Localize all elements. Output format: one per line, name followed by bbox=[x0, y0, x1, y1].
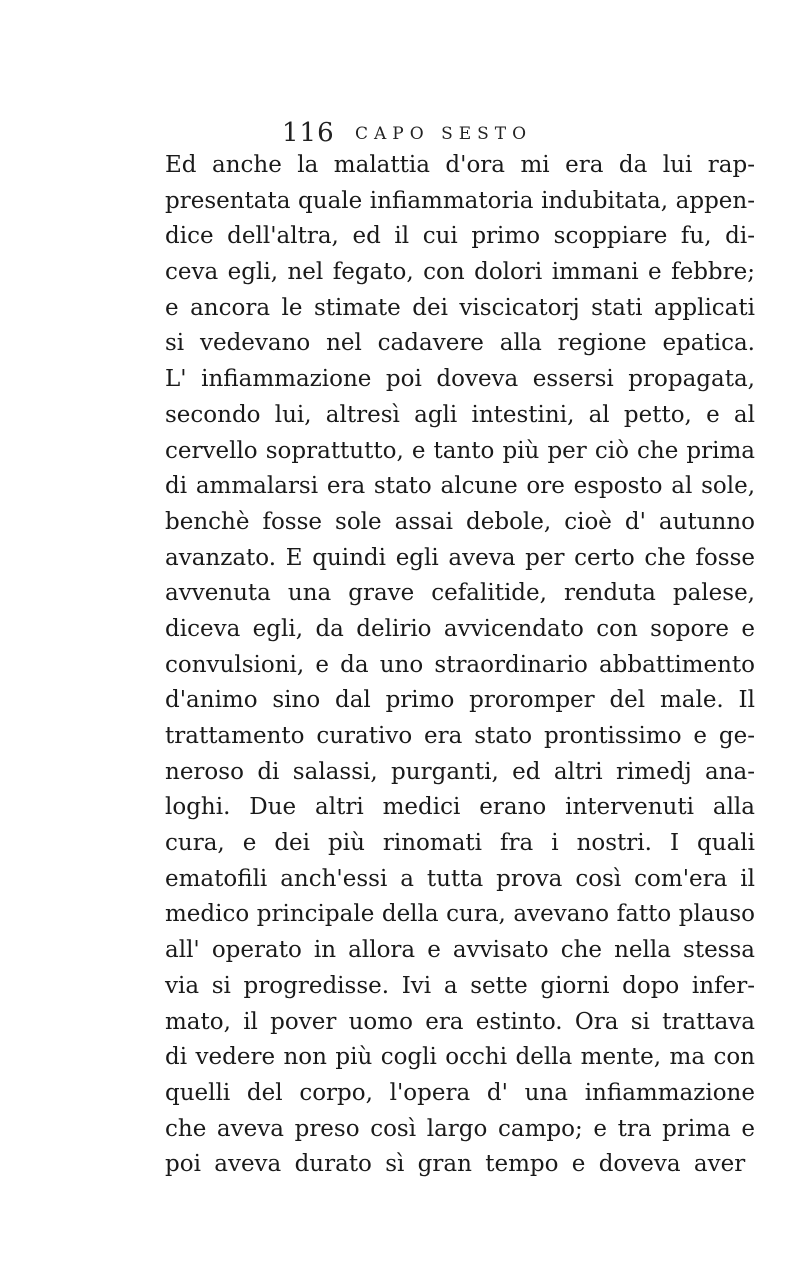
text-line: quelli del corpo, l'opera d' una infiammazione bbox=[165, 1079, 755, 1106]
text-line: presentata quale infiammatoria indubitata, appen- bbox=[165, 187, 755, 214]
text-line: via si progredisse. Ivi a sette giorni dopo infer- bbox=[165, 972, 755, 999]
text-line: si vedevano nel cadavere alla regione epatica. bbox=[165, 330, 755, 357]
text-line: L' infiammazione poi doveva essersi propagata, bbox=[165, 366, 755, 393]
text-line: diceva egli, da delirio avvicendato con sopore e bbox=[165, 615, 755, 642]
text-line: benchè fosse sole assai debole, cioè d' autunno bbox=[165, 508, 755, 535]
text-line: ematofili anch'essi a tutta prova così com'era il bbox=[165, 865, 755, 892]
text-line: secondo lui, altresì agli intestini, al petto, e al bbox=[165, 401, 755, 428]
text-line: di ammalarsi era stato alcune ore esposto al sole, bbox=[165, 473, 755, 500]
text-line: neroso di salassi, purganti, ed altri rimedj ana- bbox=[165, 758, 755, 785]
text-line: medico principale della cura, avevano fatto plauso bbox=[165, 901, 755, 928]
text-line: convulsioni, e da uno straordinario abbattimento bbox=[165, 651, 755, 678]
text-line: avvenuta una grave cefalitide, renduta palese, bbox=[165, 580, 755, 607]
chapter-title: CAPO SESTO bbox=[355, 124, 533, 144]
text-line: Ed anche la malattia d'ora mi era da lui rap- bbox=[165, 152, 755, 178]
body-text bbox=[165, 148, 755, 1183]
page-number: 116 bbox=[282, 118, 335, 148]
text-line: loghi. Due altri medici erano intervenuti alla bbox=[165, 794, 755, 821]
text-line: all' operato in allora e avvisato che nella stessa bbox=[165, 937, 755, 964]
text-line: cura, e dei più rinomati fra i nostri. I quali bbox=[165, 830, 755, 857]
running-head bbox=[282, 118, 572, 148]
text-line: mato, il pover uomo era estinto. Ora si trattava bbox=[165, 1008, 755, 1035]
text-line: cervello soprattutto, e tanto più per ciò che prima bbox=[165, 437, 755, 464]
text-line: d'animo sino dal primo proromper del male. Il bbox=[165, 687, 755, 714]
text-line: poi aveva durato sì gran tempo e doveva aver bbox=[165, 1151, 746, 1178]
text-line: avanzato. E quindi egli aveva per certo che fosse bbox=[165, 544, 755, 571]
text-line: dice dell'altra, ed il cui primo scoppiare fu, di- bbox=[165, 223, 755, 250]
text-line: di vedere non più cogli occhi della mente, ma con bbox=[165, 1044, 755, 1071]
text-line: che aveva preso così largo campo; e tra prima e bbox=[165, 1115, 755, 1142]
text-line: trattamento curativo era stato prontissimo e ge- bbox=[165, 723, 755, 749]
text-line: e ancora le stimate dei viscicatorj stati applicati bbox=[165, 294, 755, 321]
text-line: ceva egli, nel fegato, con dolori immani e febbre; bbox=[165, 259, 755, 286]
